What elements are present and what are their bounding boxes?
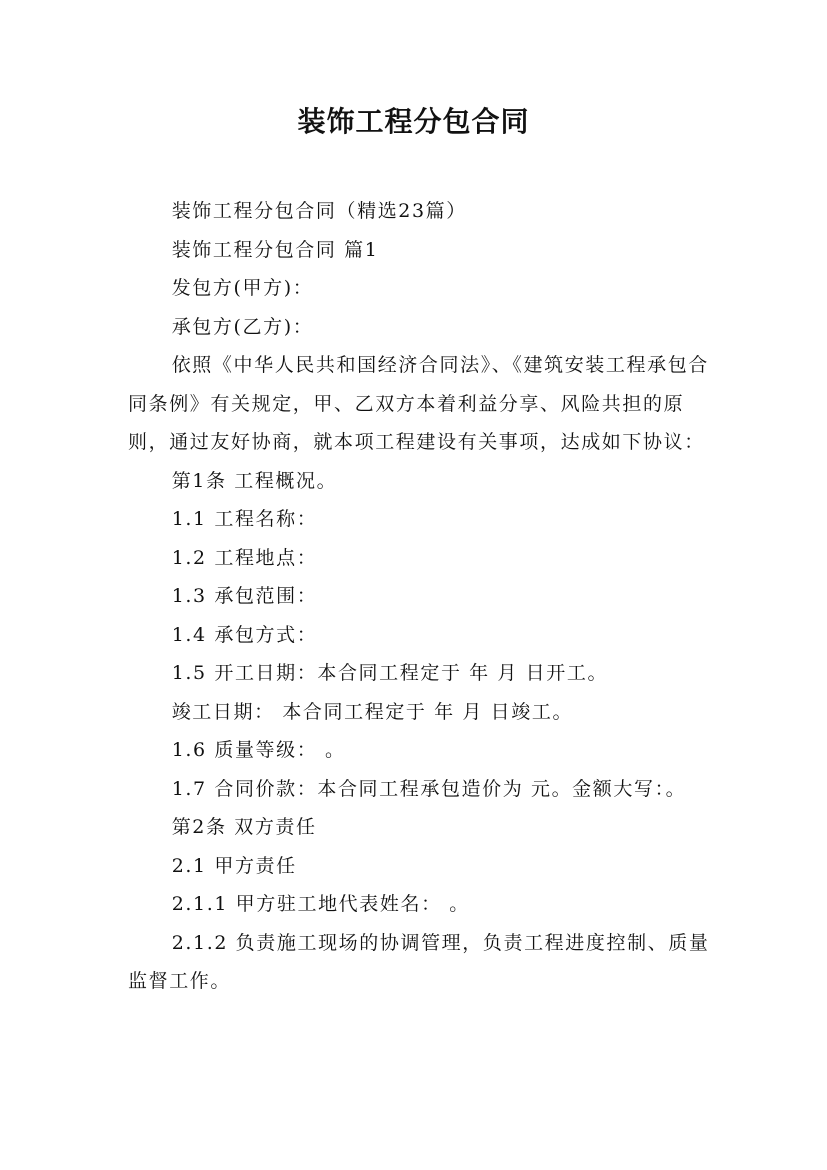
document-title: 装饰工程分包合同 (297, 105, 530, 138)
paragraph: 竣工日期： 本合同工程定于 年 月 日竣工。 (171, 700, 574, 723)
paragraph: 发包方(甲方)： (171, 277, 314, 299)
paragraph: 1.6 质量等级： 。 (171, 739, 346, 761)
paragraph: 2.1.2 负责施工现场的协调管理，负责工程进度控制、质量监督工作。 (128, 931, 710, 992)
paragraph: 第1条 工程概况。 (171, 469, 338, 492)
paragraph: 1.2 工程地点： (171, 546, 318, 569)
paragraph: 第2条 双方责任 (171, 816, 317, 838)
paragraph: 依照《中华人民共和国经济合同法》、《建筑安装工程承包合同条例》有关规定，甲、乙双方本着利益分享、风险共担的原则，通过友好协商，就本项工程建设有关事项，达成如下协议： (128, 354, 709, 453)
paragraph: 承包方(乙方)： (171, 315, 314, 338)
document-body (128, 192, 713, 1001)
paragraph: 装饰工程分包合同 篇1 (171, 238, 379, 261)
paragraph: 1.1 工程名称： (171, 508, 318, 530)
paragraph: 装饰工程分包合同（精选23篇） (171, 200, 467, 222)
paragraph: 1.4 承包方式： (171, 623, 318, 646)
paragraph: 1.7 合同价款：本合同工程承包造价为 元。金额大写：。 (171, 777, 687, 800)
paragraph: 1.5 开工日期：本合同工程定于 年 月 日开工。 (171, 662, 609, 684)
paragraph: 2.1.1 甲方驻工地代表姓名： 。 (171, 893, 470, 915)
paragraph: 2.1 甲方责任 (171, 854, 297, 877)
paragraph: 1.3 承包范围： (171, 585, 318, 607)
